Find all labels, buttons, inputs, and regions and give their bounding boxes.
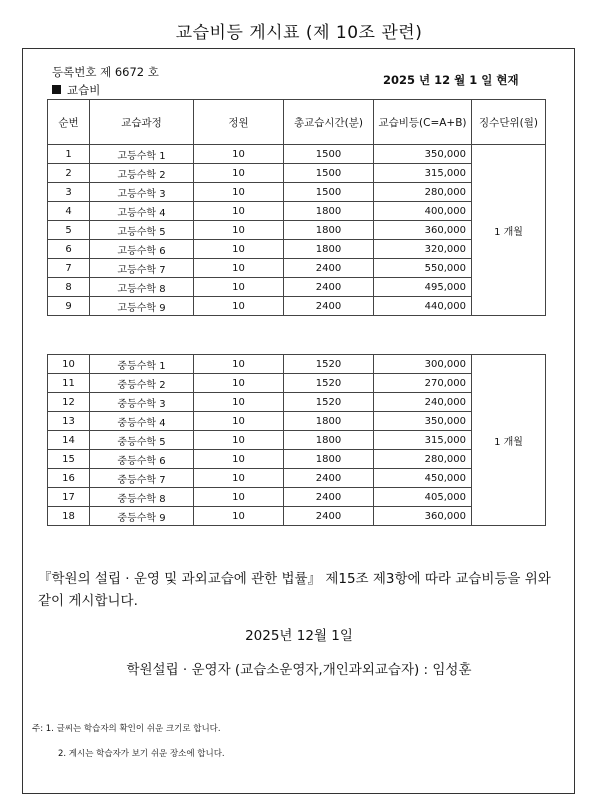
cell-total-minutes: 2400 bbox=[284, 278, 374, 297]
footnote-2: 2. 게시는 학습자가 보기 쉬운 장소에 합니다. bbox=[58, 749, 225, 759]
cell-fee: 315,000 bbox=[374, 431, 472, 450]
cell-capacity: 10 bbox=[194, 393, 284, 412]
cell-no: 10 bbox=[48, 355, 90, 374]
fee-table-high-school bbox=[47, 99, 546, 316]
cell-fee: 300,000 bbox=[374, 355, 472, 374]
table-row bbox=[48, 374, 546, 393]
cell-no: 12 bbox=[48, 393, 90, 412]
table-row bbox=[48, 450, 546, 469]
header-fee: 교습비등(C=A+B) bbox=[374, 100, 472, 145]
table-row bbox=[48, 355, 546, 374]
cell-course: 고등수학 2 bbox=[90, 164, 194, 183]
cell-course: 고등수학 9 bbox=[90, 297, 194, 316]
cell-no: 15 bbox=[48, 450, 90, 469]
cell-course: 고등수학 7 bbox=[90, 259, 194, 278]
table-header-row bbox=[48, 100, 546, 145]
cell-billing-unit: 1 개월 bbox=[472, 355, 546, 526]
cell-no: 7 bbox=[48, 259, 90, 278]
cell-course: 중등수학 7 bbox=[90, 469, 194, 488]
table-row bbox=[48, 164, 546, 183]
section-label: 교습비 bbox=[67, 83, 101, 97]
cell-total-minutes: 1800 bbox=[284, 240, 374, 259]
table-row bbox=[48, 488, 546, 507]
table-row bbox=[48, 183, 546, 202]
cell-total-minutes: 1500 bbox=[284, 164, 374, 183]
notice-text: 『학원의 설립 · 운영 및 과외교습에 관한 법률』 제15조 제3항에 따라 교습비등을 위와 같이 게시합니다. bbox=[38, 571, 551, 609]
cell-capacity: 10 bbox=[194, 202, 284, 221]
cell-course: 중등수학 6 bbox=[90, 450, 194, 469]
cell-total-minutes: 2400 bbox=[284, 488, 374, 507]
cell-total-minutes: 2400 bbox=[284, 259, 374, 278]
cell-capacity: 10 bbox=[194, 374, 284, 393]
cell-capacity: 10 bbox=[194, 450, 284, 469]
cell-course: 고등수학 6 bbox=[90, 240, 194, 259]
cell-total-minutes: 1800 bbox=[284, 412, 374, 431]
table-row bbox=[48, 278, 546, 297]
cell-total-minutes: 1520 bbox=[284, 374, 374, 393]
notice-date: 2025년 12월 1일 bbox=[245, 628, 353, 644]
cell-fee: 360,000 bbox=[374, 221, 472, 240]
cell-fee: 360,000 bbox=[374, 507, 472, 526]
cell-no: 4 bbox=[48, 202, 90, 221]
cell-total-minutes: 1500 bbox=[284, 183, 374, 202]
table-row bbox=[48, 507, 546, 526]
cell-capacity: 10 bbox=[194, 183, 284, 202]
cell-course: 고등수학 5 bbox=[90, 221, 194, 240]
cell-fee: 280,000 bbox=[374, 450, 472, 469]
cell-no: 6 bbox=[48, 240, 90, 259]
cell-total-minutes: 2400 bbox=[284, 469, 374, 488]
table-row bbox=[48, 240, 546, 259]
header-total-minutes: 총교습시간(분) bbox=[284, 100, 374, 145]
table-row bbox=[48, 259, 546, 278]
cell-fee: 450,000 bbox=[374, 469, 472, 488]
fee-table-middle-school bbox=[47, 354, 546, 526]
cell-course: 중등수학 9 bbox=[90, 507, 194, 526]
table-row bbox=[48, 297, 546, 316]
cell-no: 16 bbox=[48, 469, 90, 488]
section-heading bbox=[52, 82, 100, 98]
cell-total-minutes: 1800 bbox=[284, 450, 374, 469]
table-row bbox=[48, 393, 546, 412]
cell-capacity: 10 bbox=[194, 297, 284, 316]
cell-capacity: 10 bbox=[194, 221, 284, 240]
table-row bbox=[48, 145, 546, 164]
cell-no: 8 bbox=[48, 278, 90, 297]
page-title: 교습비등 게시표 (제 10조 관련) bbox=[175, 23, 423, 43]
cell-total-minutes: 1800 bbox=[284, 202, 374, 221]
cell-no: 13 bbox=[48, 412, 90, 431]
cell-no: 2 bbox=[48, 164, 90, 183]
cell-no: 18 bbox=[48, 507, 90, 526]
cell-fee: 315,000 bbox=[374, 164, 472, 183]
cell-fee: 270,000 bbox=[374, 374, 472, 393]
cell-capacity: 10 bbox=[194, 240, 284, 259]
footnote-1: 주: 1. 글씨는 학습자의 확인이 쉬운 크기로 합니다. bbox=[32, 724, 221, 734]
registration-number: 등록번호 제 6672 호 bbox=[52, 65, 159, 79]
cell-total-minutes: 1800 bbox=[284, 431, 374, 450]
operator-signature: 학원설립 · 운영자 (교습소운영자,개인과외교습자) : 임성훈 bbox=[126, 662, 472, 678]
header-course: 교습과정 bbox=[90, 100, 194, 145]
cell-course: 고등수학 8 bbox=[90, 278, 194, 297]
cell-fee: 280,000 bbox=[374, 183, 472, 202]
cell-capacity: 10 bbox=[194, 488, 284, 507]
cell-fee: 240,000 bbox=[374, 393, 472, 412]
cell-no: 11 bbox=[48, 374, 90, 393]
cell-course: 중등수학 5 bbox=[90, 431, 194, 450]
square-bullet-icon bbox=[52, 85, 61, 94]
cell-total-minutes: 1500 bbox=[284, 145, 374, 164]
cell-course: 중등수학 8 bbox=[90, 488, 194, 507]
cell-no: 9 bbox=[48, 297, 90, 316]
cell-course: 고등수학 1 bbox=[90, 145, 194, 164]
header-unit: 징수단위(월) bbox=[472, 100, 546, 145]
cell-no: 3 bbox=[48, 183, 90, 202]
cell-total-minutes: 2400 bbox=[284, 507, 374, 526]
cell-capacity: 10 bbox=[194, 355, 284, 374]
cell-capacity: 10 bbox=[194, 431, 284, 450]
cell-fee: 350,000 bbox=[374, 412, 472, 431]
cell-no: 1 bbox=[48, 145, 90, 164]
cell-fee: 495,000 bbox=[374, 278, 472, 297]
cell-capacity: 10 bbox=[194, 469, 284, 488]
as-of-date: 2025 년 12 월 1 일 현재 bbox=[383, 73, 519, 87]
header-no: 순번 bbox=[48, 100, 90, 145]
cell-fee: 400,000 bbox=[374, 202, 472, 221]
cell-course: 고등수학 3 bbox=[90, 183, 194, 202]
table-row bbox=[48, 202, 546, 221]
cell-fee: 405,000 bbox=[374, 488, 472, 507]
cell-course: 중등수학 3 bbox=[90, 393, 194, 412]
cell-capacity: 10 bbox=[194, 412, 284, 431]
cell-fee: 350,000 bbox=[374, 145, 472, 164]
cell-no: 5 bbox=[48, 221, 90, 240]
header-capacity: 정원 bbox=[194, 100, 284, 145]
cell-total-minutes: 2400 bbox=[284, 297, 374, 316]
cell-capacity: 10 bbox=[194, 278, 284, 297]
cell-no: 17 bbox=[48, 488, 90, 507]
cell-total-minutes: 1520 bbox=[284, 355, 374, 374]
cell-fee: 550,000 bbox=[374, 259, 472, 278]
cell-total-minutes: 1800 bbox=[284, 221, 374, 240]
table-row bbox=[48, 221, 546, 240]
cell-no: 14 bbox=[48, 431, 90, 450]
cell-total-minutes: 1520 bbox=[284, 393, 374, 412]
cell-course: 중등수학 1 bbox=[90, 355, 194, 374]
cell-course: 중등수학 4 bbox=[90, 412, 194, 431]
table-row bbox=[48, 431, 546, 450]
cell-billing-unit: 1 개월 bbox=[472, 145, 546, 316]
cell-fee: 320,000 bbox=[374, 240, 472, 259]
table-row bbox=[48, 469, 546, 488]
cell-capacity: 10 bbox=[194, 259, 284, 278]
cell-course: 고등수학 4 bbox=[90, 202, 194, 221]
cell-capacity: 10 bbox=[194, 164, 284, 183]
cell-fee: 440,000 bbox=[374, 297, 472, 316]
cell-capacity: 10 bbox=[194, 145, 284, 164]
cell-capacity: 10 bbox=[194, 507, 284, 526]
cell-course: 중등수학 2 bbox=[90, 374, 194, 393]
table-row bbox=[48, 412, 546, 431]
